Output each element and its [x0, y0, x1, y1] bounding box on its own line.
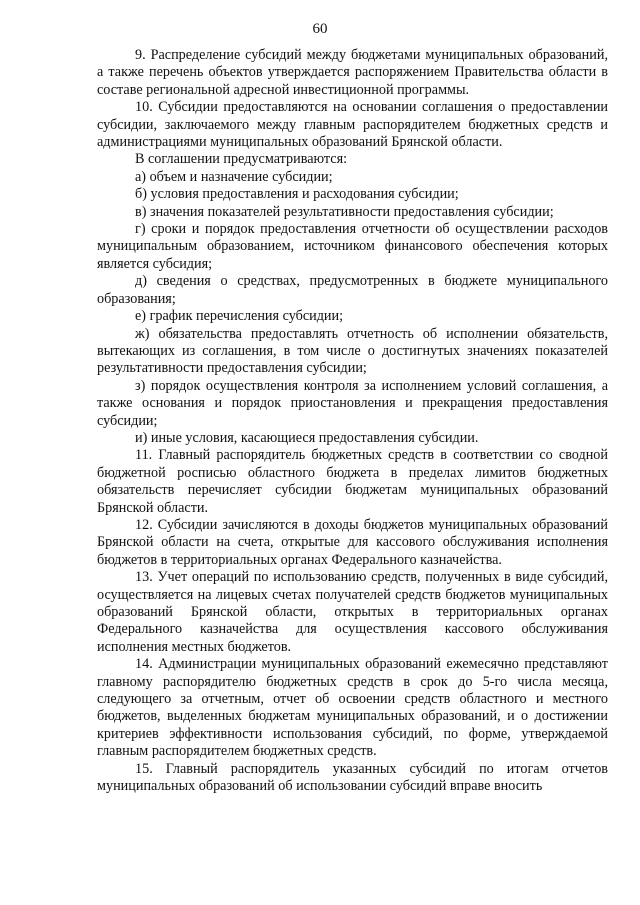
paragraph-11: 11. Главный распорядитель бюджетных средств в соответствии со сводной бюджетной росписью областного бюджета в пределах лимитов бюджетных обязательств перечисляет субсидии бюджетам муниципальных образований Брянской области.: [97, 447, 608, 516]
list-item-d: д) сведения о средствах, предусмотренных в бюджете муниципального образования;: [97, 273, 608, 307]
agreement-intro: В соглашении предусматриваются:: [135, 151, 348, 168]
list-item-e: е) график перечисления субсидии;: [135, 308, 344, 325]
paragraph-10: 10. Субсидии предоставляются на основании соглашения о предоставлении субсидии, заключаемого между главным распорядителем бюджетных средств и администрациями муниципальных образований Брянской области.: [97, 99, 608, 151]
paragraph-13: 13. Учет операций по использованию средств, полученных в виде субсидий, осуществляется на лицевых счетах получателей средств бюджетов муниципальных образований Брянской области, открытых в территориальных органах Федерального казначейства для осуществления кассового обслуживания исполнения местных бюджетов.: [97, 569, 608, 655]
list-item-zh: ж) обязательства предоставлять отчетность об исполнении обязательств, вытекающих из соглашения, в том числе о достигнутых значениях показателей результативности предоставления субсидии;: [97, 325, 608, 377]
paragraph-14: 14. Администрации муниципальных образований ежемесячно представляют главному распорядителю бюджетных средств в срок до 5-го числа месяца, следующего за отчетным, отчет об освоении средств областного и местного бюджетов, выделенных бюджетам муниципальных образований, и о достижении критериев эффективности использования субсидий, по форме, утверждаемой главным распорядителем бюджетных средств.: [97, 656, 608, 760]
list-item-g: г) сроки и порядок предоставления отчетности об осуществлении расходов муниципальным образованием, источником финансового обеспечения которых является субсидия;: [97, 221, 608, 272]
page-number: 60: [312, 21, 328, 37]
paragraph-9: 9. Распределение субсидий между бюджетами муниципальных образований, а также перечень объектов утверждается распоряжением Правительства области в составе региональной адресной инвестиционной программы.: [97, 47, 608, 98]
paragraph-15: 15. Главный распорядитель указанных субсидий по итогам отчетов муниципальных образований об использовании субсидий вправе вносить: [97, 760, 608, 795]
list-item-b: б) условия предоставления и расходования субсидии;: [135, 186, 459, 203]
list-item-z: з) порядок осуществления контроля за исполнением условий соглашения, а также основания и порядок приостановления и прекращения предоставления субсидии;: [97, 377, 608, 429]
paragraph-12: 12. Субсидии зачисляются в доходы бюджетов муниципальных образований Брянской области на счета, открытые для кассового обслуживания исполнения бюджетов в территориальных органах Федерального казначейства.: [97, 516, 608, 568]
list-item-v: в) значения показателей результативности предоставления субсидии;: [135, 203, 554, 220]
list-item-a: а) объем и назначение субсидии;: [135, 168, 333, 185]
document-body: [97, 47, 608, 795]
list-item-i: и) иные условия, касающиеся предоставления субсидии.: [135, 429, 479, 446]
